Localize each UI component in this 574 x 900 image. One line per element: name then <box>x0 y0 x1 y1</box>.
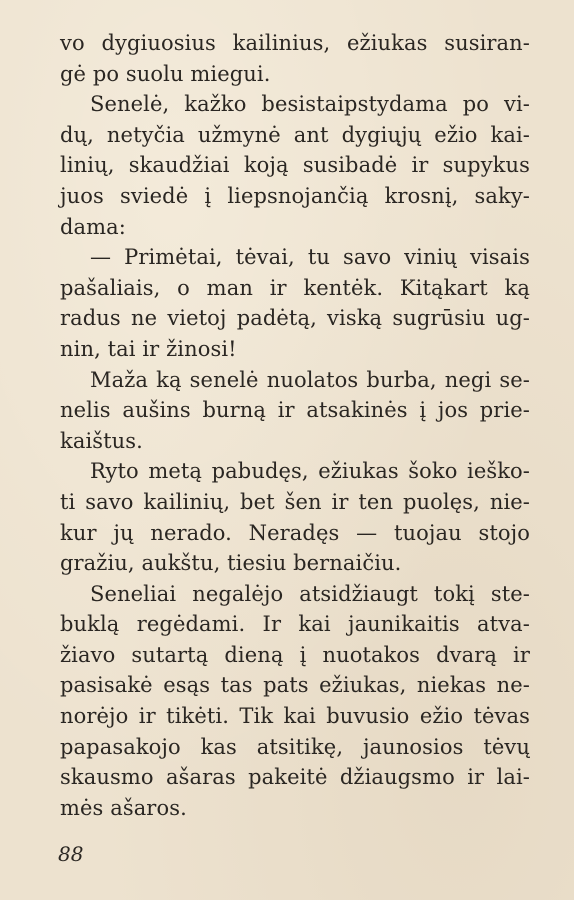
text-line: juos sviedė į liepsnojančią krosnį, saky- <box>60 183 530 208</box>
text-line: Maža ką senelė nuolatos burba, negi se- <box>90 367 530 392</box>
text-line: gražiu, aukštu, tiesiu bernaičiu. <box>60 551 402 576</box>
text-line: ti savo kailinių, bet šen ir ten puolęs, nie- <box>60 489 530 514</box>
text-line: buklą regėdami. Ir kai jaunikaitis atva- <box>60 612 530 637</box>
text-line: linių, skaudžiai koją susibadė ir supykus <box>60 153 530 178</box>
text-line: papasakojo kas atsitikę, jaunosios tėvų <box>60 734 530 759</box>
text-line: radus ne vietoj padėtą, viską sugrūsiu ug- <box>60 306 530 331</box>
text-line: gė po suolu miegui. <box>60 61 271 86</box>
text-line: nelis aušins burną ir atsakinės į jos prie- <box>60 398 530 423</box>
text-line: — Primėtai, tėvai, tu savo vinių visais <box>90 245 530 270</box>
text-line: norėjo ir tikėti. Tik kai buvusio ežio tėvas <box>60 704 530 729</box>
text-line: skausmo ašaras pakeitė džiaugsmo ir lai- <box>60 765 530 790</box>
page-number: 88 <box>58 842 84 866</box>
body-text <box>60 28 530 823</box>
text-line: kaištus. <box>60 428 143 453</box>
text-line: Ryto metą pabudęs, ežiukas šoko ieško- <box>90 459 530 484</box>
text-line: Senelė, kažko besistaipstydama po vi- <box>90 92 530 117</box>
text-line: vo dygiuosius kailinius, ežiukas susiran- <box>60 31 530 55</box>
text-line: Seneliai negalėjo atsidžiaugt tokį ste- <box>90 581 530 606</box>
text-line: dų, netyčia užmynė ant dygiųjų ežio kai- <box>60 122 530 147</box>
text-line: dama: <box>60 214 126 239</box>
text-line: nin, tai ir žinosi! <box>60 336 237 361</box>
text-line: pašaliais, o man ir kentėk. Kitąkart ką <box>60 275 530 300</box>
text-line: žiavo sutartą dieną į nuotakos dvarą ir <box>60 642 530 667</box>
text-line: kur jų nerado. Neradęs — tuojau stojo <box>60 520 530 545</box>
text-line: pasisakė esąs tas pats ežiukas, niekas ne- <box>60 673 530 698</box>
text-line: mės ašaros. <box>60 795 187 820</box>
